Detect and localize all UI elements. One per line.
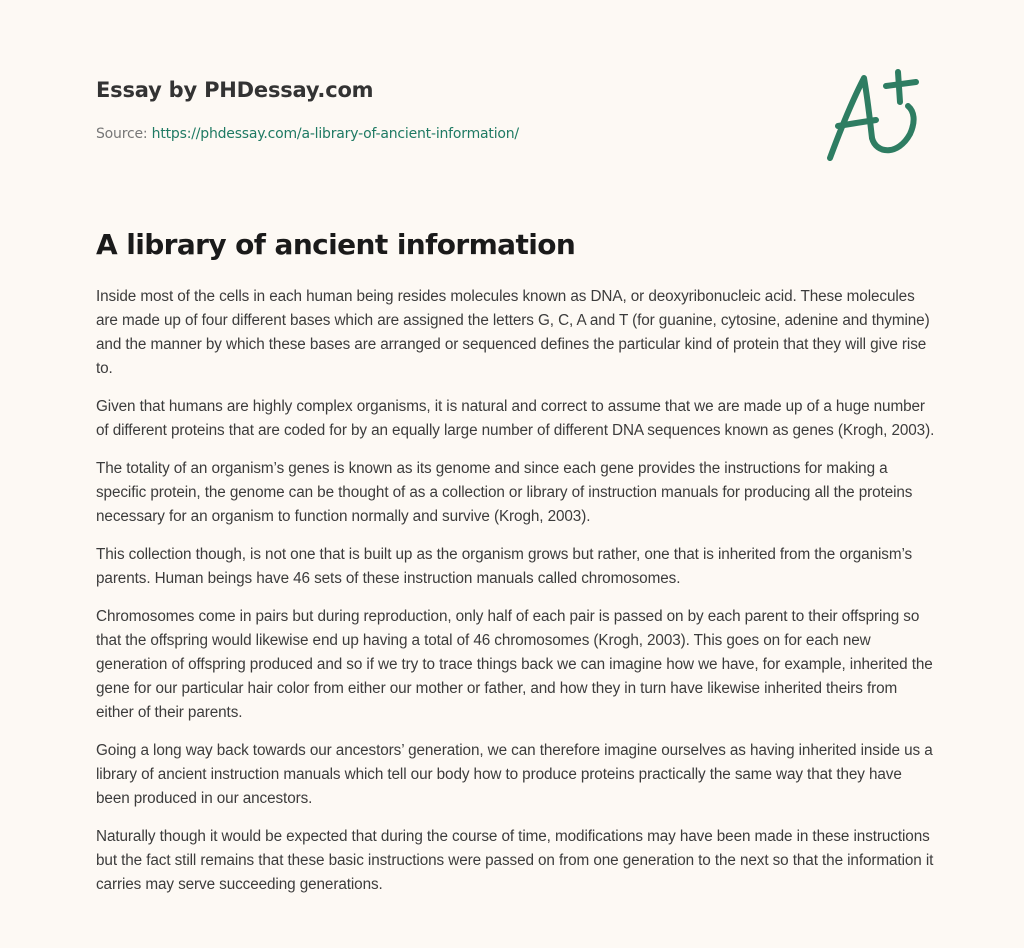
article-title: A library of ancient information xyxy=(96,228,576,261)
paragraph: This collection though, is not one that is built up as the organism grows but rather, one that is inherited from the organism’s parents. Human beings have 46 sets of these instruction manuals called chromosomes. xyxy=(96,546,913,587)
source-label: Source: xyxy=(96,126,148,142)
paragraph: Given that humans are highly complex organisms, it is natural and correct to assume that we are made up of a huge number of different proteins that are coded for by an equally large number of different DNA sequences known as genes (Krogh, 2003). xyxy=(96,398,935,439)
paragraph: Inside most of the cells in each human being resides molecules known as DNA, or deoxyribonucleic acid. These molecules are made up of four different bases which are assigned the letters G, C, A and T (for guanine, cytosine, adenine and thymine) and the manner by which these bases are arranged or sequenced defines the particular kind of protein that they will give rise to. xyxy=(96,288,930,377)
paragraph: The totality of an organism’s genes is known as its genome and since each gene provides the instructions for making a specific protein, the genome can be thought of as a collection or library of instruction manuals for producing all the proteins necessary for an organism to function normally and survive (Krogh, 2003). xyxy=(96,460,913,525)
essay-header xyxy=(96,76,796,144)
a-plus-grade-icon xyxy=(820,66,930,166)
source-link[interactable]: https://phdessay.com/a-library-of-ancient-information/ xyxy=(151,126,519,142)
article-body xyxy=(96,285,936,911)
site-title: Essay by PHDessay.com xyxy=(96,78,374,102)
paragraph: Chromosomes come in pairs but during reproduction, only half of each pair is passed on by each parent to their offspring so that the offspring would likewise end up having a total of 46 chromosomes (Krogh, 2003). This goes on for each new generation of offspring produced and so if we try to trace things back we can imagine how we have, for example, inherited the gene for our particular hair color from either our mother or father, and how they in turn have likewise inherited theirs from either of their parents. xyxy=(96,608,933,721)
paragraph: Naturally though it would be expected that during the course of time, modifications may have been made in these instructions but the fact still remains that these basic instructions were passed on from one generation to the next so that the information it carries may serve succeeding generations. xyxy=(96,828,934,893)
source-line xyxy=(96,124,796,144)
paragraph: Going a long way back towards our ancestors’ generation, we can therefore imagine ourselves as having inherited inside us a library of ancient instruction manuals which tell our body how to produce proteins practically the same way that they have been produced in our ancestors. xyxy=(96,742,933,807)
